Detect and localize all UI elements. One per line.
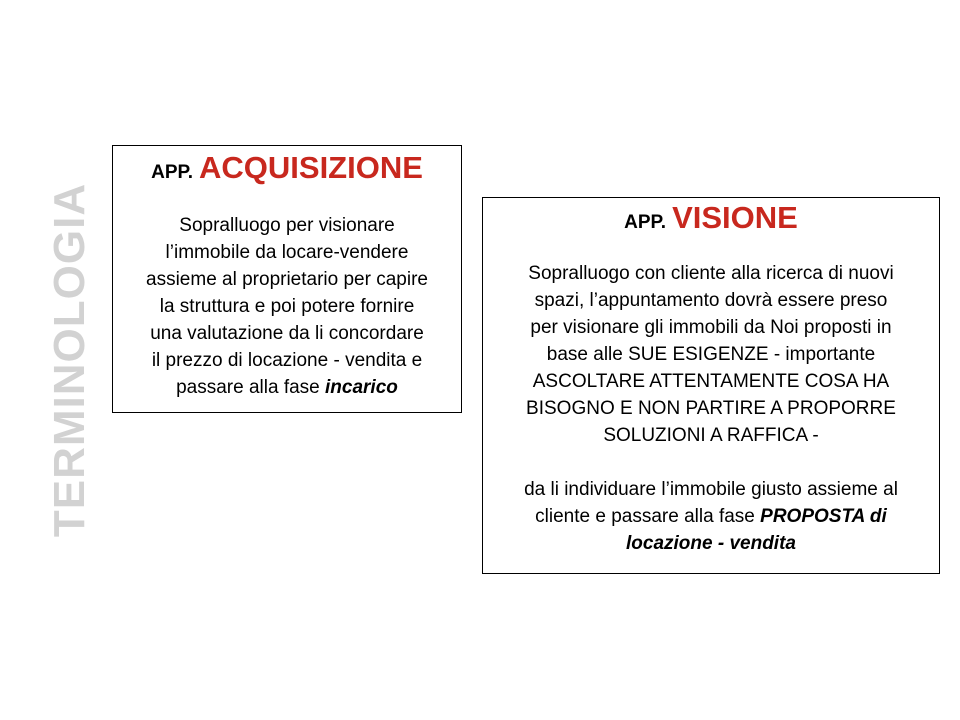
body-line: Sopralluogo per visionare [179,215,395,236]
body-line: l’immobile da locare-vendere [165,242,409,263]
body-line: SOLUZIONI A RAFFICA - [603,425,819,446]
heading-title: VISIONE [672,200,798,235]
emphasis-text: PROPOSTA di [760,506,887,527]
heading-title: ACQUISIZIONE [199,150,423,185]
heading-prefix: APP. [151,162,193,183]
body-line: Sopralluogo con cliente alla ricerca di nuovi [528,263,894,284]
emphasis-text: incarico [325,377,398,398]
card-heading [113,150,461,186]
body-line: spazi, l’appuntamento dovrà essere preso [534,290,888,311]
heading-prefix: APP. [624,212,667,233]
body-line: la struttura e poi potere fornire [159,296,415,317]
card-visione [482,197,940,574]
body-line: da li individuare l’immobile giusto assieme al [524,479,898,500]
body-line: BISOGNO E NON PARTIRE A PROPORRE [526,398,896,419]
body-line-final [113,374,461,401]
card-heading [483,200,939,236]
body-text: cliente e passare alla fase [535,506,761,527]
body-line: per visionare gli immobili da Noi proposti in [530,317,892,338]
body-line-final: locazione - vendita [626,533,796,554]
body-line: una valutazione da li concordare [150,323,424,344]
body-line-emphasis [483,503,939,530]
body-text: passare alla fase [176,377,326,398]
body-line: assieme al proprietario per capire [146,269,428,290]
body-line: base alle SUE ESIGENZE - importante [546,344,876,365]
body-line: ASCOLTARE ATTENTAMENTE COSA HA [532,371,890,392]
body-line: il prezzo di locazione - vendita e [151,350,423,371]
side-title: TERMINOLOGIA [45,182,94,538]
paragraph-gap [483,449,939,476]
card-acquisizione [112,145,462,413]
